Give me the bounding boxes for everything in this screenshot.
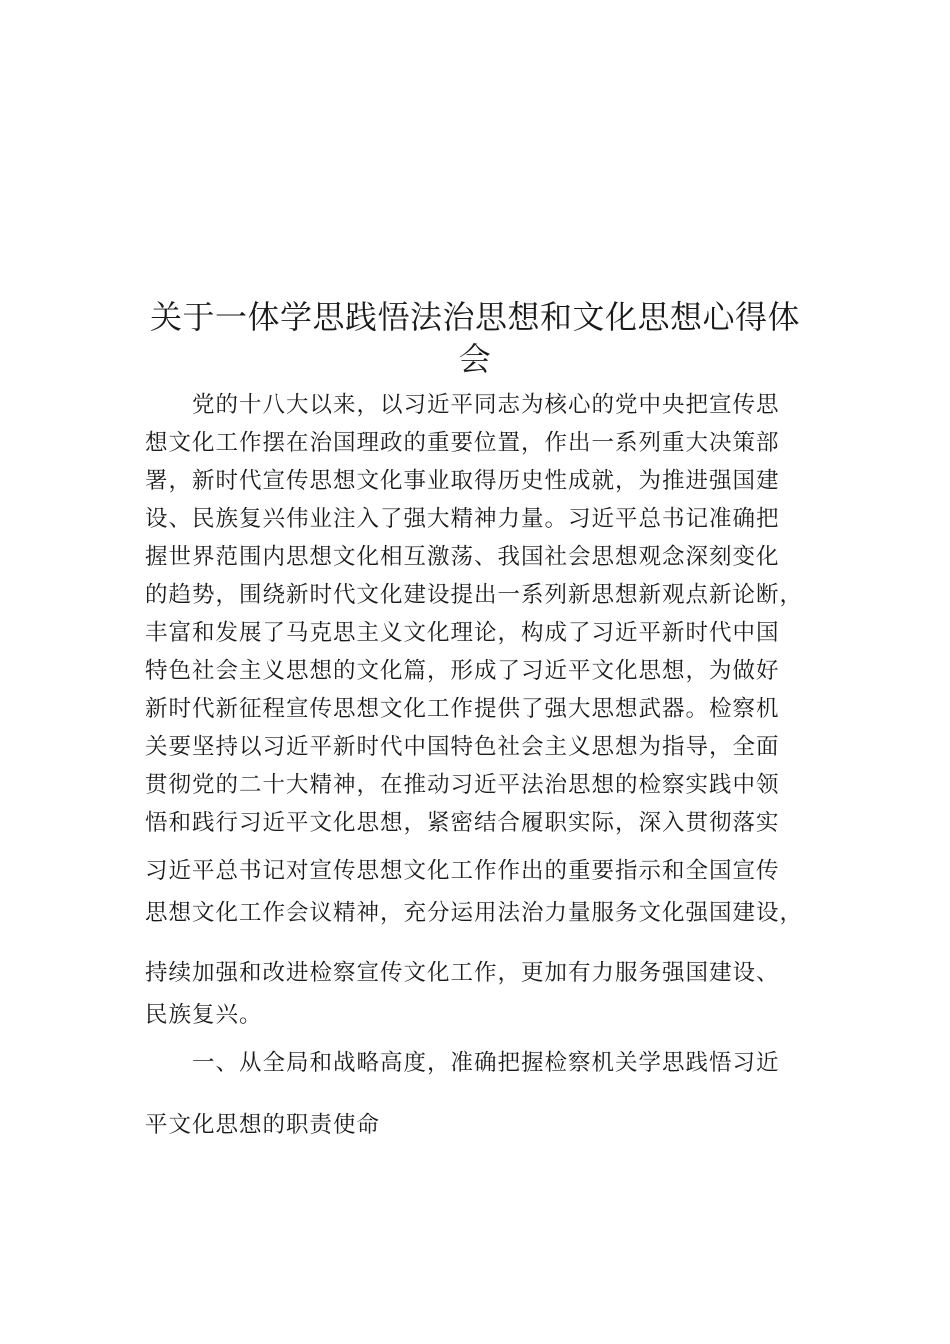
body-line: 思想文化工作会议精神，充分运用法治力量服务文化强国建设， (145, 900, 804, 926)
body-line: 设、民族复兴伟业注入了强大精神力量。习近平总书记准确把 (145, 506, 780, 532)
body-line: 丰富和发展了马克思主义文化理论，构成了习近平新时代中国 (145, 620, 780, 646)
body-line: 握世界范围内思想文化相互激荡、我国社会思想观念深刻变化 (145, 544, 780, 570)
body-line: 新时代新征程宣传思想文化工作提供了强大思想武器。检察机 (145, 696, 780, 722)
section-heading-line: 一、从全局和战略高度，准确把握检察机关学思践悟习近 (145, 1050, 780, 1076)
title-line: 会 (458, 340, 492, 378)
document-title (140, 296, 810, 380)
body-line: 的趋势，围绕新时代文化建设提出一系列新思想新观点新论断， (145, 582, 804, 608)
body-line: 关要坚持以习近平新时代中国特色社会主义思想为指导，全面 (145, 734, 780, 760)
section-heading-line: 平文化思想的职责使命 (145, 1112, 381, 1138)
body-line: 党的十八大以来，以习近平同志为核心的党中央把宣传思 (145, 392, 780, 418)
body-line: 署，新时代宣传思想文化事业取得历史性成就，为推进强国建 (145, 468, 780, 494)
body-line: 特色社会主义思想的文化篇，形成了习近平文化思想，为做好 (145, 658, 780, 684)
body-line: 贯彻党的二十大精神，在推动习近平法治思想的检察实践中领 (145, 772, 780, 798)
body-line: 习近平总书记对宣传思想文化工作作出的重要指示和全国宣传 (145, 858, 780, 884)
title-line: 关于一体学思践悟法治思想和文化思想心得体 (149, 298, 800, 336)
body-line: 想文化工作摆在治国理政的重要位置，作出一系列重大决策部 (145, 430, 780, 456)
body-line: 悟和践行习近平文化思想，紧密结合履职实际，深入贯彻落实 (145, 810, 780, 836)
body-line: 持续加强和改进检察宣传文化工作，更加有力服务强国建设、 (145, 960, 780, 986)
body-line: 民族复兴。 (145, 1002, 263, 1028)
